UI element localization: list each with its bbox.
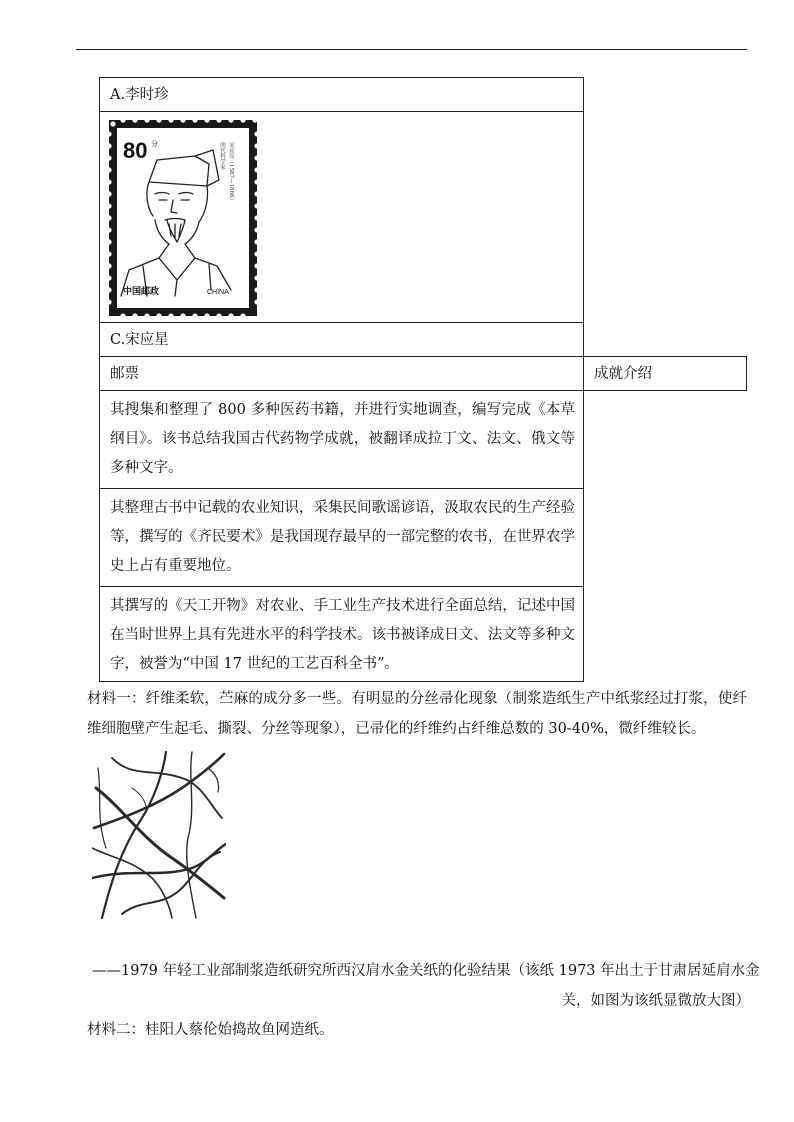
- stamp-denomination: 80: [123, 138, 148, 163]
- material-1-source-line-2: 关，如图为该纸显微放大图）: [561, 993, 750, 1009]
- stamp-postal-mark: 中国邮政: [123, 286, 160, 296]
- row-c-label: C.宋应星: [110, 332, 169, 348]
- material-1-text: 材料一：纤维柔软，苎麻的成分多一些。有明显的分丝帚化现象（制浆造纸生产中纸浆经过打浆，使纤维细胞壁产生起毛、撕裂、分丝等现象），已帚化的纤维约占纤维总数的 30-40%，微纤维较长。: [87, 691, 747, 737]
- achievement-header-cell: [583, 356, 747, 391]
- material-2-text: 材料二：桂阳人蔡伦始捣故鱼网造纸。: [87, 1022, 334, 1038]
- row-c-cell: [99, 322, 584, 357]
- achievement-cell-2: [99, 488, 584, 587]
- material-1-source-line-1: ——1979 年轻工业部制浆造纸研究所西汉肩水金关纸的化验结果（该纸 1973 年出土于甘肃居延肩水金: [92, 963, 760, 979]
- row-a-cell: [99, 77, 584, 112]
- achievement-column-header: 成就介绍: [594, 366, 652, 382]
- stamp-header-cell: [99, 356, 584, 391]
- stamp-cell: [99, 111, 584, 323]
- achievement-cell-3: [99, 586, 584, 682]
- stamp-column-header: 邮票: [110, 366, 139, 382]
- achievement-cell-1: [99, 390, 584, 489]
- stamp-caption: 宋应星（1587—1666）: [228, 142, 234, 203]
- achievement-text-3: 其撰写的《天工开物》对农业、手工业生产技术进行全面总结，记述中国在当时世界上具有先进水平的科学技术。该书被译成日文、法文等多种文字，被誉为“中国 17 世纪的工艺百科全书”。: [110, 598, 575, 672]
- fiber-micrograph: [92, 748, 226, 920]
- stamp-country: CHINA: [207, 289, 229, 296]
- achievement-text-1: 其搜集和整理了 800 多种医药书籍，并进行实地调查，编写完成《本草纲目》。该书总结我国古代药物学成就，被翻译成拉丁文、法文、俄文等多种文字。: [110, 402, 575, 476]
- stamp-image: [109, 120, 257, 316]
- stamp-denomination-unit: 分: [151, 141, 158, 148]
- stamp-caption-2: 明代科学家: [219, 142, 225, 170]
- achievement-text-2: 其整理古书中记载的农业知识，采集民间歌谣谚语，汲取农民的生产经验等，撰写的《齐民要术》是我国现存最早的一部完整的农书，在世界农学史上占有重要地位。: [110, 500, 575, 574]
- header-rule: [76, 49, 747, 50]
- row-a-label: A.李时珍: [110, 87, 169, 103]
